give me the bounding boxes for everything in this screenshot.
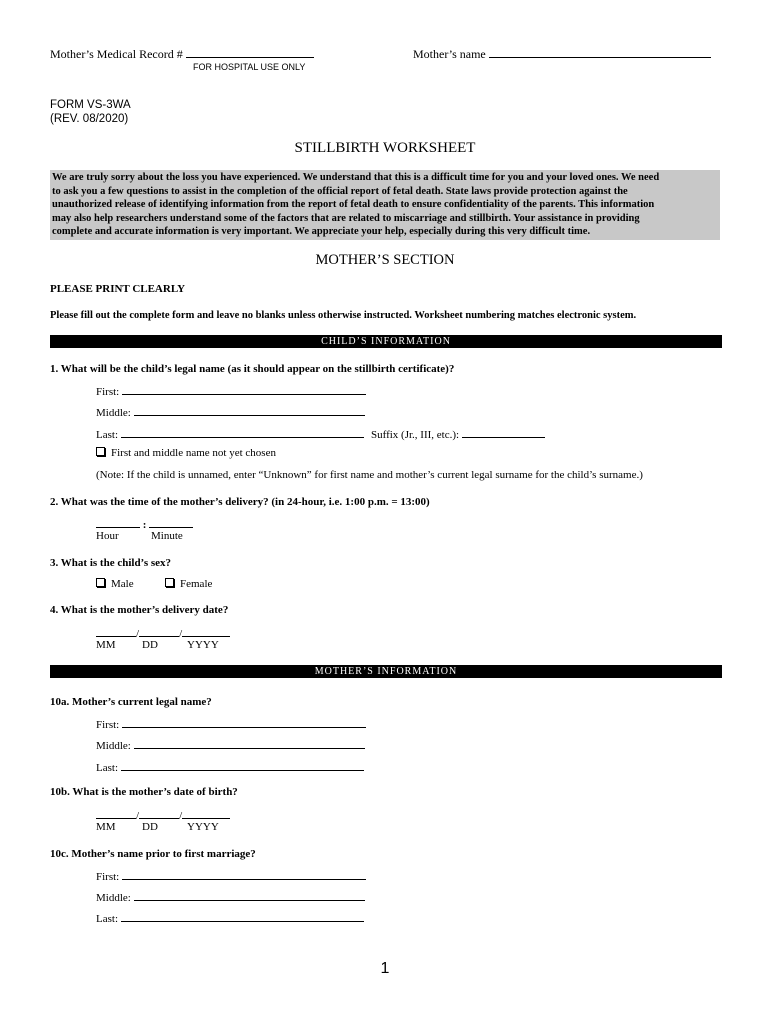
q1-middle-label: Middle: xyxy=(96,407,131,419)
q4-mm-label: MM xyxy=(96,639,116,651)
q1-not-chosen[interactable] xyxy=(96,447,276,459)
mother-name-field xyxy=(413,47,711,62)
q10a-middle-input[interactable] xyxy=(134,738,365,749)
q1-first-label: First: xyxy=(96,386,120,398)
print-clearly: PLEASE PRINT CLEARLY xyxy=(50,283,186,295)
q1-note: (Note: If the child is unnamed, enter “Unknown” for first name and mother’s current legal surname for the child’s surname.) xyxy=(96,469,643,481)
q1-last xyxy=(96,427,364,441)
q1-suffix-label: Suffix (Jr., III, etc.): xyxy=(371,429,460,441)
q10a-middle xyxy=(96,738,365,752)
q10b-slash: / xyxy=(179,810,183,822)
child-info-bar: CHILD’S INFORMATION xyxy=(50,335,722,348)
q4-yyyy-input[interactable] xyxy=(182,626,230,637)
q1-question: 1. What will be the child’s legal name (as it should appear on the stillbirth certificate)? xyxy=(50,363,455,375)
q10c-question: 10c. Mother’s name prior to first marriage? xyxy=(50,848,256,860)
form-revision: (REV. 08/2020) xyxy=(50,113,129,125)
mother-info-bar: MOTHER’S INFORMATION xyxy=(50,665,722,678)
q4-dd-input[interactable] xyxy=(139,626,179,637)
q10a-last-input[interactable] xyxy=(121,760,364,771)
q4-dd-label: DD xyxy=(142,639,158,651)
q3-female-label: Female xyxy=(180,578,213,590)
q1-suffix xyxy=(371,427,545,441)
q10b-dd-label: DD xyxy=(142,821,158,833)
q2-minute-input[interactable] xyxy=(149,517,193,528)
q1-not-chosen-label: First and middle name not yet chosen xyxy=(111,447,276,459)
q4-yyyy-label: YYYY xyxy=(187,639,219,651)
q10a-first-label: First: xyxy=(96,719,120,731)
intro-line: We are truly sorry about the loss you have experienced. We understand that this is a difficult time for you and your loved ones. We need xyxy=(52,172,660,183)
q10b-mm-label: MM xyxy=(96,821,116,833)
q1-middle-input[interactable] xyxy=(134,405,365,416)
intro-paragraph xyxy=(50,170,720,240)
q4-slash: / xyxy=(136,628,140,640)
intro-line: may also help researchers understand some of the factors that are related to miscarriage and stillbirth. Your assistance in providing xyxy=(52,212,640,224)
q1-first xyxy=(96,384,366,398)
mother-name-label: Mother’s name xyxy=(413,47,486,61)
q1-first-input[interactable] xyxy=(122,384,366,395)
q10a-first-input[interactable] xyxy=(122,717,366,728)
mrn-input[interactable] xyxy=(186,47,314,58)
mrn-field xyxy=(50,47,314,62)
q4-date xyxy=(96,626,230,640)
q1-last-label: Last: xyxy=(96,429,118,441)
intro-line: unauthorized release of identifying information from the report of fetal death to ensure confidentiality of the parents. This information xyxy=(52,199,655,210)
q3-male-label: Male xyxy=(111,578,134,590)
q10b-mm-input[interactable] xyxy=(96,808,136,819)
q10a-first xyxy=(96,717,366,731)
q10b-date xyxy=(96,808,230,822)
q10a-question: 10a. Mother’s current legal name? xyxy=(50,696,212,708)
q10b-yyyy-input[interactable] xyxy=(182,808,230,819)
q10b-yyyy-label: YYYY xyxy=(187,821,219,833)
q1-suffix-input[interactable] xyxy=(462,427,545,438)
form-id xyxy=(50,98,131,126)
section-title: MOTHER’S SECTION xyxy=(315,252,455,268)
q10a-last xyxy=(96,760,364,774)
q2-hour-input[interactable] xyxy=(96,517,140,528)
mrn-label: Mother’s Medical Record # xyxy=(50,47,183,61)
checkbox-icon[interactable] xyxy=(96,447,105,456)
q10c-first xyxy=(96,869,366,883)
q10a-last-label: Last: xyxy=(96,762,118,774)
checkbox-icon[interactable] xyxy=(96,578,105,587)
intro-line: complete and accurate information is very important. We appreciate your help, especially during this very difficult time. xyxy=(52,226,591,237)
q10c-first-label: First: xyxy=(96,871,120,883)
q10c-last xyxy=(96,911,364,925)
q3-female[interactable] xyxy=(165,578,212,590)
q10a-middle-label: Middle: xyxy=(96,740,131,752)
intro-line: to ask you a few questions to assist in the completion of the official report of fetal death. State laws provide protection against the xyxy=(52,185,628,197)
form-number: FORM VS-3WA xyxy=(50,99,131,111)
q2-colon: : xyxy=(142,519,147,531)
page-number: 1 xyxy=(380,960,390,977)
q2-time xyxy=(96,517,193,531)
mother-name-input[interactable] xyxy=(489,47,711,58)
q10c-first-input[interactable] xyxy=(122,869,366,880)
hospital-use-note: FOR HOSPITAL USE ONLY xyxy=(193,62,306,72)
checkbox-icon[interactable] xyxy=(165,578,174,587)
q10c-middle-input[interactable] xyxy=(134,890,365,901)
q10b-dd-input[interactable] xyxy=(139,808,179,819)
q1-middle xyxy=(96,405,365,419)
q4-slash: / xyxy=(179,628,183,640)
q10c-last-input[interactable] xyxy=(121,911,364,922)
q4-question: 4. What is the mother’s delivery date? xyxy=(50,604,229,616)
q2-minute-label: Minute xyxy=(151,530,183,542)
q2-question: 2. What was the time of the mother’s delivery? (in 24-hour, i.e. 1:00 p.m. = 13:00) xyxy=(50,496,430,508)
q3-question: 3. What is the child’s sex? xyxy=(50,557,172,569)
q10c-middle xyxy=(96,890,365,904)
q1-last-input[interactable] xyxy=(121,427,364,438)
q10b-question: 10b. What is the mother’s date of birth? xyxy=(50,786,238,798)
q10c-last-label: Last: xyxy=(96,913,118,925)
q10c-middle-label: Middle: xyxy=(96,892,131,904)
instructions: Please fill out the complete form and leave no blanks unless otherwise instructed. Worksheet numbering matches electronic system. xyxy=(50,310,637,321)
page-title: STILLBIRTH WORKSHEET xyxy=(294,140,476,156)
q2-hour-label: Hour xyxy=(96,530,119,542)
q3-male[interactable] xyxy=(96,578,134,590)
q10b-slash: / xyxy=(136,810,140,822)
q4-mm-input[interactable] xyxy=(96,626,136,637)
